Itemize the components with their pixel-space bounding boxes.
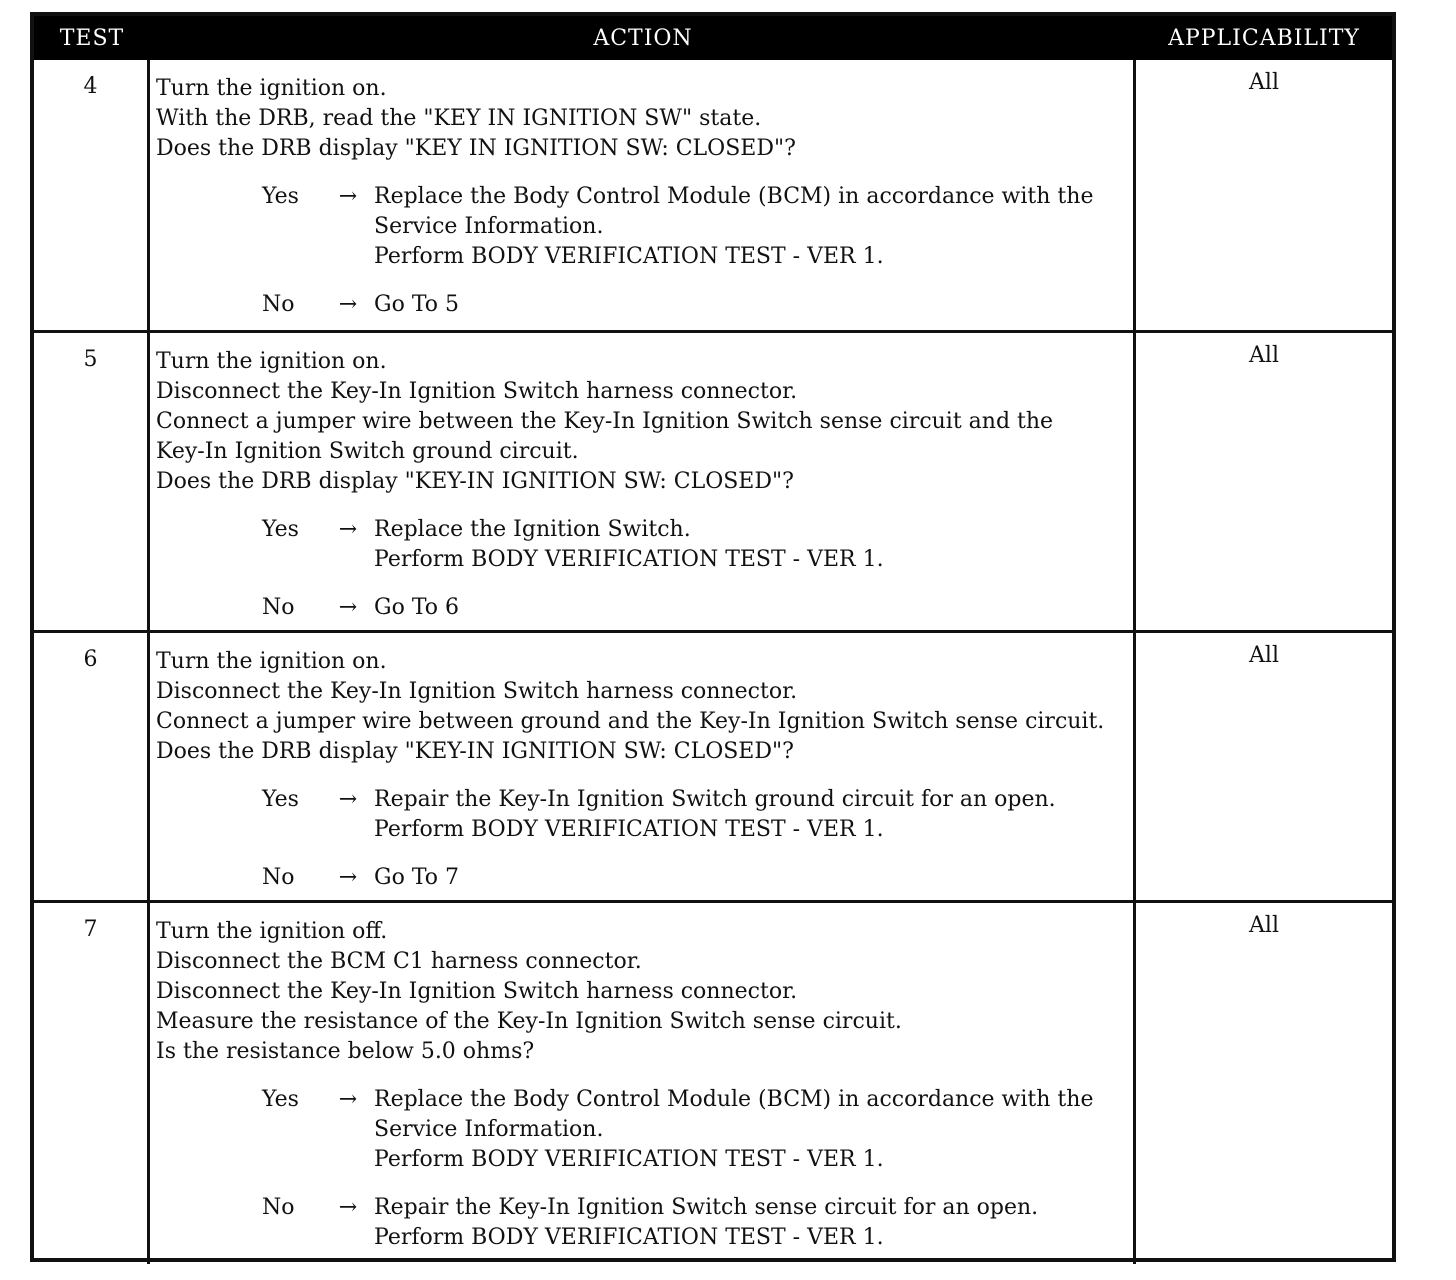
action-cell bbox=[150, 60, 1136, 330]
instruction-line: Turn the ignition off. bbox=[156, 919, 388, 944]
instruction-line: Disconnect the Key-In Ignition Switch harness connector. bbox=[156, 679, 798, 704]
table-header bbox=[34, 16, 1392, 60]
result-line: Repair the Key-In Ignition Switch sense circuit for an open. bbox=[374, 1195, 1039, 1220]
instruction-line: Disconnect the BCM C1 harness connector. bbox=[156, 949, 642, 974]
yes-label: Yes bbox=[262, 517, 299, 542]
instruction-line: Does the DRB display "KEY-IN IGNITION SW: CLOSED"? bbox=[156, 469, 794, 494]
yes-label: Yes bbox=[262, 787, 299, 812]
right-arrow-icon: → bbox=[338, 517, 358, 542]
instruction-line: Turn the ignition on. bbox=[156, 76, 387, 101]
yes-label: Yes bbox=[262, 1087, 299, 1112]
no-label: No bbox=[262, 292, 295, 317]
result-line: Perform BODY VERIFICATION TEST - VER 1. bbox=[374, 1147, 884, 1172]
result-line: Perform BODY VERIFICATION TEST - VER 1. bbox=[374, 547, 884, 572]
no-action-text bbox=[374, 1193, 1123, 1253]
no-label: No bbox=[262, 865, 295, 890]
result-line: Replace the Body Control Module (BCM) in accordance with the bbox=[374, 184, 1094, 209]
header-test: TEST bbox=[59, 25, 125, 51]
right-arrow-icon: → bbox=[338, 787, 358, 812]
table-row bbox=[34, 900, 1392, 1264]
test-number: 7 bbox=[34, 903, 150, 1264]
no-result bbox=[156, 290, 1123, 320]
no-result bbox=[156, 593, 1123, 623]
instruction-line: Key-In Ignition Switch ground circuit. bbox=[156, 439, 579, 464]
instruction-line: Turn the ignition on. bbox=[156, 649, 387, 674]
yes-action-text bbox=[374, 182, 1123, 272]
result-line: Repair the Key-In Ignition Switch ground circuit for an open. bbox=[374, 787, 1056, 812]
test-number: 5 bbox=[34, 333, 150, 630]
result-line: Replace the Ignition Switch. bbox=[374, 517, 691, 542]
no-result bbox=[156, 1193, 1123, 1253]
table-row bbox=[34, 60, 1392, 330]
header-applicability: APPLICABILITY bbox=[1168, 25, 1360, 51]
instruction-line: Disconnect the Key-In Ignition Switch harness connector. bbox=[156, 379, 798, 404]
result-line: Go To 7 bbox=[374, 865, 460, 890]
result-line: Go To 6 bbox=[374, 595, 460, 620]
instruction-line: Measure the resistance of the Key-In Ignition Switch sense circuit. bbox=[156, 1009, 902, 1034]
applicability-value: All bbox=[1249, 70, 1279, 95]
instruction-line: Connect a jumper wire between ground and the Key-In Ignition Switch sense circuit. bbox=[156, 709, 1105, 734]
instruction-line: Turn the ignition on. bbox=[156, 349, 387, 374]
yes-action-text bbox=[374, 1085, 1123, 1175]
yes-action-text bbox=[374, 785, 1123, 845]
right-arrow-icon: → bbox=[338, 292, 358, 317]
action-cell bbox=[150, 903, 1136, 1264]
instruction-line: Disconnect the Key-In Ignition Switch harness connector. bbox=[156, 979, 798, 1004]
applicability-value: All bbox=[1249, 643, 1279, 668]
instruction-line: Is the resistance below 5.0 ohms? bbox=[156, 1039, 535, 1064]
yes-action-text bbox=[374, 515, 1123, 575]
yes-result bbox=[156, 1085, 1123, 1175]
result-line: Service Information. bbox=[374, 214, 604, 239]
result-line: Go To 5 bbox=[374, 292, 460, 317]
instruction-line: Does the DRB display "KEY-IN IGNITION SW: CLOSED"? bbox=[156, 739, 794, 764]
test-number: 6 bbox=[34, 633, 150, 900]
instruction-line: With the DRB, read the "KEY IN IGNITION SW" state. bbox=[156, 106, 762, 131]
table-row bbox=[34, 330, 1392, 630]
table-row bbox=[34, 630, 1392, 900]
result-line: Replace the Body Control Module (BCM) in accordance with the bbox=[374, 1087, 1094, 1112]
action-cell bbox=[150, 633, 1136, 900]
no-action-text bbox=[374, 863, 1123, 893]
instruction-line: Connect a jumper wire between the Key-In Ignition Switch sense circuit and the bbox=[156, 409, 1054, 434]
header-action: ACTION bbox=[593, 25, 693, 51]
result-line: Perform BODY VERIFICATION TEST - VER 1. bbox=[374, 1225, 884, 1250]
right-arrow-icon: → bbox=[338, 1087, 358, 1112]
yes-result bbox=[156, 182, 1123, 272]
action-cell bbox=[150, 333, 1136, 630]
no-result bbox=[156, 863, 1123, 893]
instruction-line: Does the DRB display "KEY IN IGNITION SW: CLOSED"? bbox=[156, 136, 796, 161]
right-arrow-icon: → bbox=[338, 184, 358, 209]
right-arrow-icon: → bbox=[338, 1195, 358, 1220]
diagnostic-test-table bbox=[30, 12, 1396, 1262]
no-action-text bbox=[374, 290, 1123, 320]
right-arrow-icon: → bbox=[338, 595, 358, 620]
no-label: No bbox=[262, 1195, 295, 1220]
applicability-value: All bbox=[1249, 343, 1279, 368]
yes-label: Yes bbox=[262, 184, 299, 209]
result-line: Perform BODY VERIFICATION TEST - VER 1. bbox=[374, 244, 884, 269]
test-number: 4 bbox=[34, 60, 150, 330]
no-label: No bbox=[262, 595, 295, 620]
applicability-value: All bbox=[1249, 913, 1279, 938]
table-body bbox=[34, 60, 1392, 1264]
no-action-text bbox=[374, 593, 1123, 623]
result-line: Service Information. bbox=[374, 1117, 604, 1142]
result-line: Perform BODY VERIFICATION TEST - VER 1. bbox=[374, 817, 884, 842]
yes-result bbox=[156, 515, 1123, 575]
yes-result bbox=[156, 785, 1123, 845]
right-arrow-icon: → bbox=[338, 865, 358, 890]
